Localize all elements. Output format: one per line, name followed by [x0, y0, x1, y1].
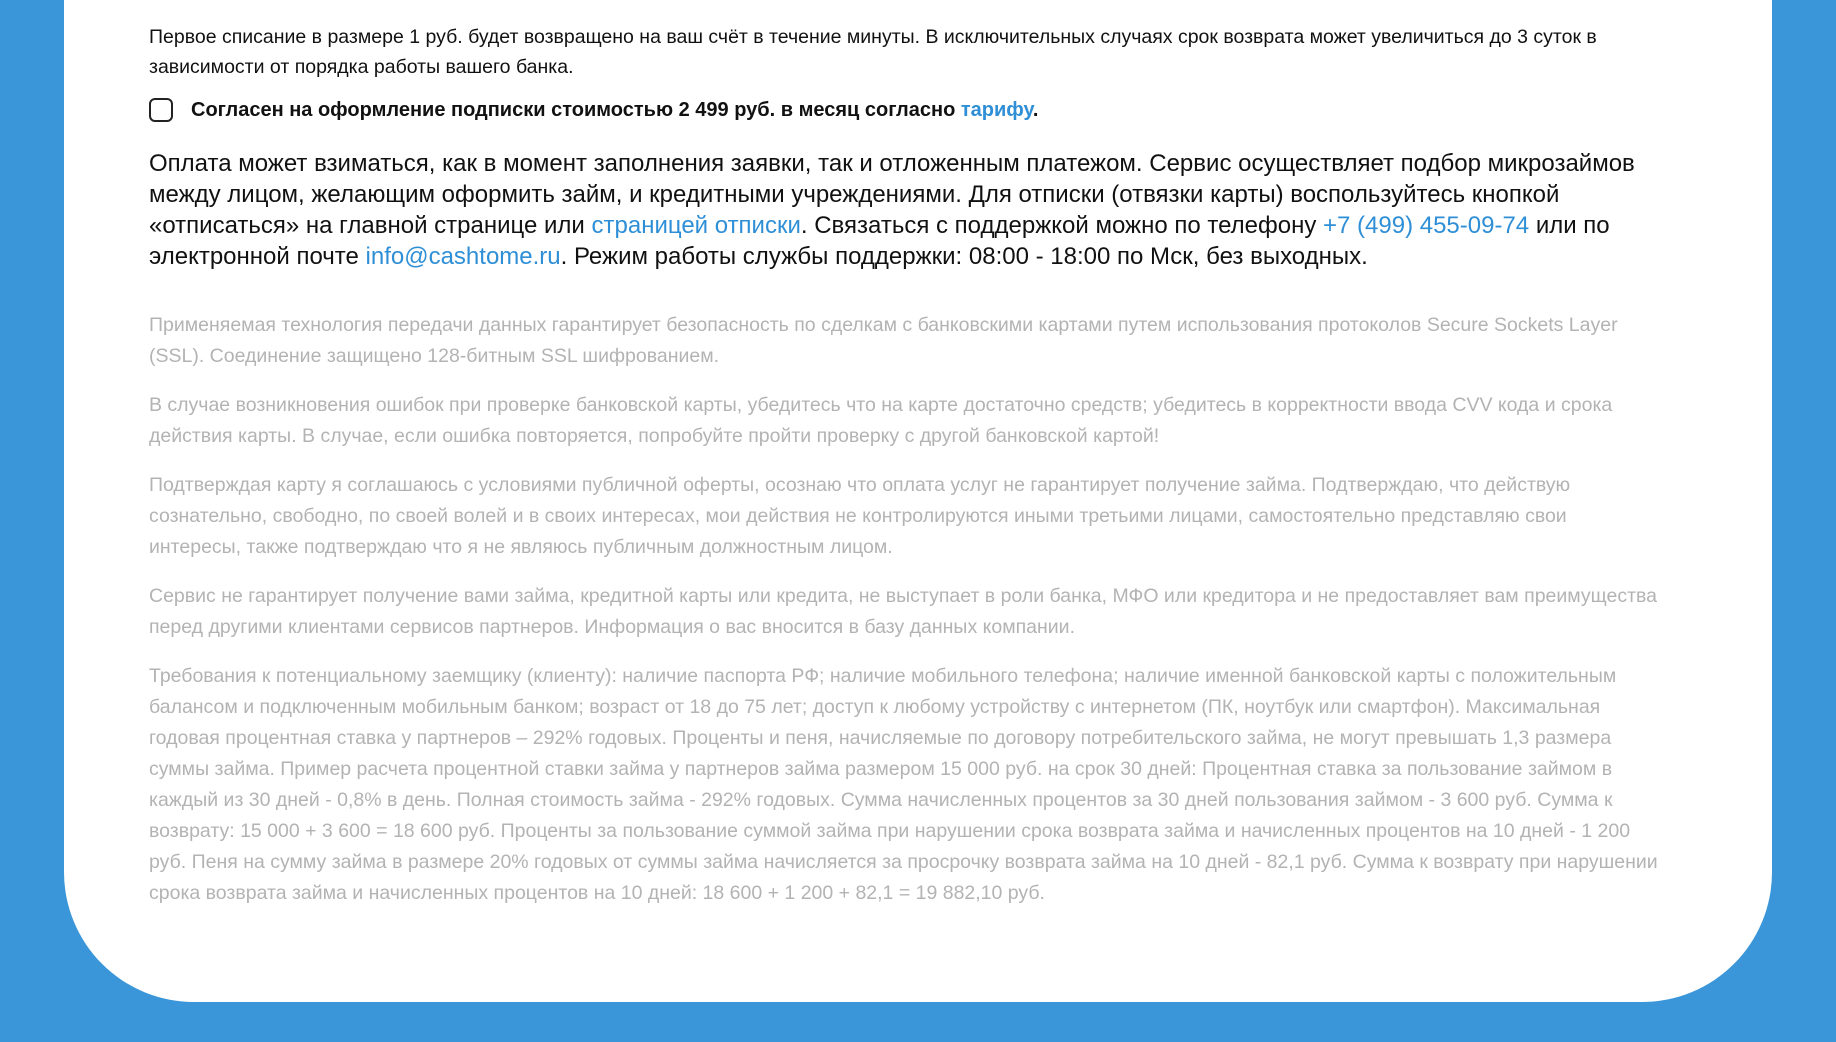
consent-text: Согласен на оформление подписки стоимостью 2 499 руб. в месяц согласно — [191, 98, 961, 121]
payment-info-text-4: . Режим работы службы поддержки: 08:00 - 18:00 по Мск, без выходных. — [560, 243, 1368, 270]
consent-label — [191, 99, 1038, 122]
unsubscribe-link[interactable]: страницей отписки — [591, 212, 801, 239]
disclaimer-borrower-requirements: Требования к потенциальному заемщику (клиенту): наличие паспорта РФ; наличие мобильного телефона; наличие именной банковской карты с положительным балансом и подключенным мобильным банком; возраст от 18 до 75 лет; доступ к любому устройству с интернетом (ПК, ноутбук или смартфон). Максимальная годовая процентная ставка у партнеров – 292% годовых. Проценты и пеня, начисляемые по договору потребительского займа, не могут превышать 1,3 размера суммы займа. Пример расчета процентной ставки займа у партнеров займа размером 15 000 руб. на срок 30 дней: Процентная ставка за пользование займом в каждый из 30 дней - 0,8% в день. Полная стоимость займа - 292% годовых. Сумма начисленных процентов за 30 дней пользования займом - 3 600 руб. Сумма к возврату: 15 000 + 3 600 = 18 600 руб. Проценты за пользование суммой займа при нарушении срока возврата займа и начисленных процентов на 10 дней - 1 200 руб. Пеня на сумму займа в размере 20% годовых от суммы займа начисляется за просрочку возврата займа на 10 дней - 82,1 руб. Сумма к возврату при нарушении срока возврата займа и начисленных процентов на 10 дней: 18 600 + 1 200 + 82,1 = 19 882,10 руб. — [149, 665, 1658, 904]
payment-info-text-3: или по электронной почте — [149, 212, 1610, 270]
refund-note: Первое списание в размере 1 руб. будет возвращено на ваш счёт в течение минуты. В исключительных случаях срок возврата может увеличиться до 3 суток в зависимости от порядка работы вашего банка. — [149, 26, 1597, 78]
phone-link[interactable]: +7 (499) 455-09-74 — [1323, 212, 1530, 239]
content-card — [64, 0, 1772, 1002]
tariff-link[interactable]: тарифу — [960, 98, 1033, 121]
disclaimer-no-guarantee: Сервис не гарантирует получение вами займа, кредитной карты или кредита, не выступает в роли банка, МФО или кредитора и не предоставляет вам преимущества перед другими клиентами сервисов партнеров. Информация о вас вносится в базу данных компании. — [149, 585, 1657, 638]
disclaimer-offer-agreement: Подтверждая карту я соглашаюсь с условиями публичной оферты, осознаю что оплата услуг не гарантирует получение займа. Подтверждаю, что действую сознательно, свободно, по своей волей и в своих интересах, мои действия не контролируются иными третьими лицами, самостоятельно представляю свои интересы, также подтверждаю что я не являюсь публичным должностным лицом. — [149, 474, 1571, 558]
consent-suffix: . — [1032, 98, 1039, 121]
disclaimers — [149, 310, 1662, 909]
payment-info-text-2: . Связаться с поддержкой можно по телефону — [800, 212, 1323, 239]
email-link[interactable]: info@cashtome.ru — [365, 243, 561, 270]
consent-checkbox[interactable] — [149, 98, 173, 122]
payment-info — [149, 148, 1662, 272]
disclaimer-ssl: Применяемая технология передачи данных гарантирует безопасность по сделкам с банковскими картами путем использования протоколов Secure Sockets Layer (SSL). Соединение защищено 128-битным SSL шифрованием. — [149, 314, 1618, 367]
payment-info-text-1: Оплата может взиматься, как в момент заполнения заявки, так и отложенным платежом. Сервис осуществляет подбор микрозаймов между лицом, желающим оформить займ, и кредитными учреждениями. Для отписки (отвязки карты) воспользуйтесь кнопкой «отписаться» на главной странице или — [149, 150, 1635, 239]
subscription-consent — [149, 98, 1662, 122]
disclaimer-card-errors: В случае возникновения ошибок при проверке банковской карты, убедитесь что на карте достаточно средств; убедитесь в корректности ввода CVV кода и срока действия карты. В случае, если ошибка повторяется, попробуйте пройти проверку с другой банковской картой! — [149, 394, 1613, 447]
